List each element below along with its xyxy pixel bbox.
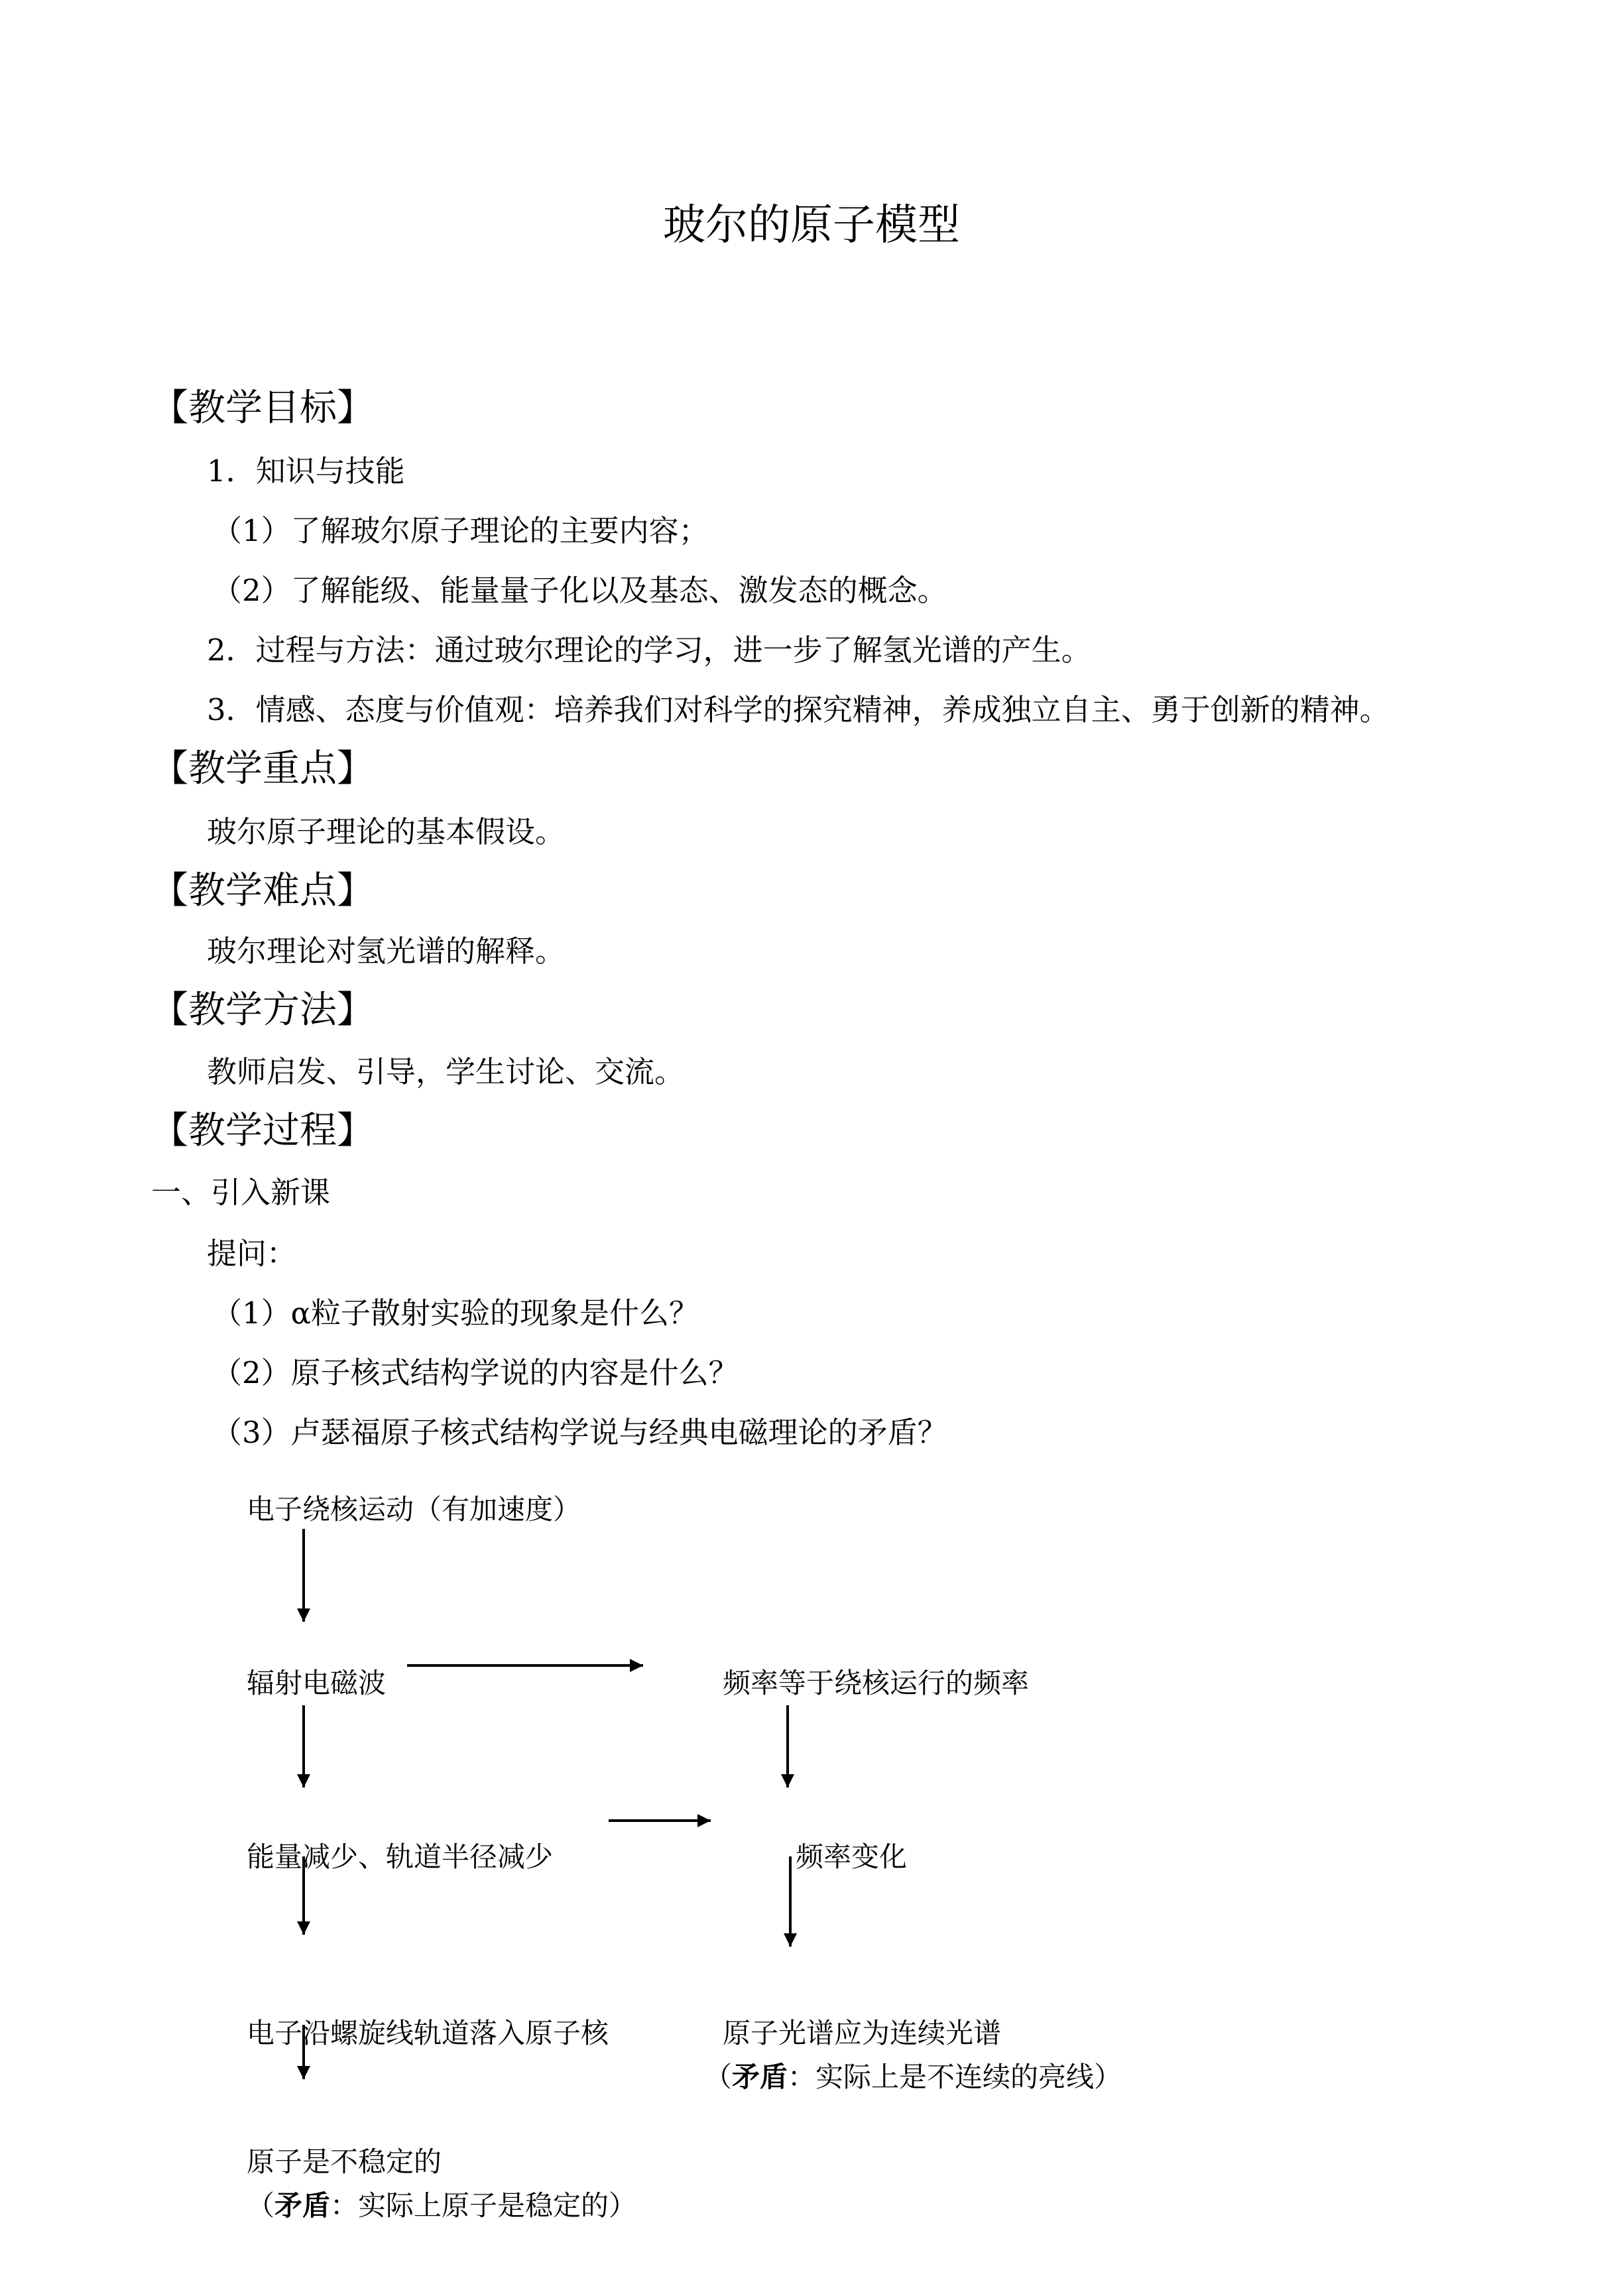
- diagram-node-electron-orbit: 电子绕核运动（有加速度）: [247, 1493, 581, 1526]
- question-1: （1）α粒子散射实验的现象是什么？: [212, 1296, 699, 1331]
- method-text: 教师启发、引导，学生讨论、交流。: [207, 1054, 685, 1089]
- focus-text: 玻尔原子理论的基本假设。: [207, 814, 566, 849]
- heading-goals: 【教学目标】: [151, 387, 374, 430]
- goal-sub-1: （1）了解玻尔原子理论的主要内容；: [212, 513, 709, 548]
- question-2: （2）原子核式结构学说的内容是什么？: [212, 1355, 739, 1390]
- contradiction-text: ：实际上原子是稳定的）: [330, 2189, 637, 2222]
- paren-open: （: [247, 2189, 275, 2222]
- difficulty-text: 玻尔理论对氢光谱的解释。: [207, 934, 566, 969]
- goal-sub-2: （2）了解能级、能量量子化以及基态、激发态的概念。: [212, 573, 947, 608]
- diagram-node-frequency-change: 频率变化: [796, 1841, 908, 1873]
- goal-item-3: 3．情感、态度与价值观：培养我们对科学的探究精神，养成独立自主、勇于创新的精神。: [207, 692, 1390, 727]
- goal-item-2: 2．过程与方法：通过玻尔理论的学习，进一步了解氢光谱的产生。: [207, 633, 1091, 668]
- heading-method: 【教学方法】: [151, 989, 374, 1032]
- page-title: 玻尔的原子模型: [663, 201, 960, 250]
- process-part-1: 一、引入新课: [151, 1175, 331, 1210]
- contradiction-label: 矛盾: [732, 2061, 788, 2093]
- diagram-node-continuous-spectrum: 原子光谱应为连续光谱: [723, 2017, 1002, 2049]
- diagram-node-radiate: 辐射电磁波: [247, 1667, 387, 1699]
- process-ask: 提问：: [207, 1236, 297, 1271]
- question-3: （3）卢瑟福原子核式结构学说与经典电磁理论的矛盾？: [212, 1415, 947, 1450]
- diagram-node-unstable: 原子是不稳定的: [247, 2145, 442, 2178]
- heading-focus: 【教学重点】: [151, 747, 374, 790]
- diagram-node-spiral-fall: 电子沿螺旋线轨道落入原子核: [247, 2017, 609, 2049]
- heading-difficulty: 【教学难点】: [151, 869, 374, 912]
- paren-open: （: [704, 2061, 733, 2093]
- contradiction-label: 矛盾: [274, 2189, 331, 2222]
- diagram-node-frequency-equal: 频率等于绕核运行的频率: [723, 1667, 1030, 1699]
- heading-process: 【教学过程】: [151, 1109, 374, 1152]
- goal-item-1: 1．知识与技能: [207, 453, 405, 489]
- diagram-node-energy-decrease: 能量减少、轨道半径减少: [247, 1841, 554, 1873]
- contradiction-text: ：实际上是不连续的亮线）: [788, 2061, 1122, 2093]
